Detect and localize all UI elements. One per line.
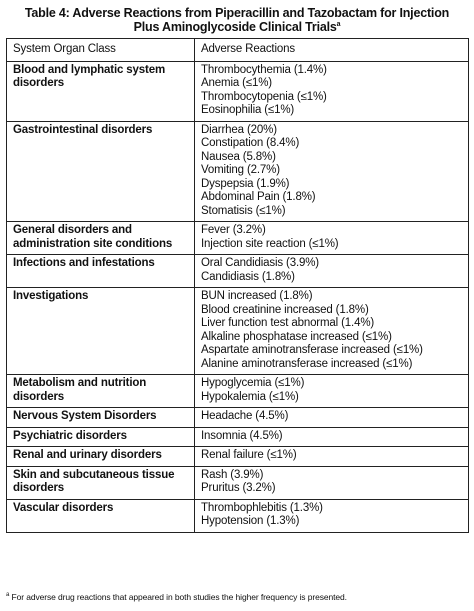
adverse-reaction-item: Liver function test abnormal (1.4%) [201,317,375,329]
system-organ-class-text: General disorders and [13,224,132,236]
table-row [7,466,469,499]
adverse-reactions-table [6,38,469,533]
adverse-reaction-item: Nausea (5.8%) [201,150,276,163]
column-header-adverse-reactions: Adverse Reactions [195,39,469,62]
system-organ-class-text: Investigations [13,290,89,302]
system-organ-class-cell [7,408,195,428]
table-title-line-2-text: Plus Aminoglycoside Clinical Trials [133,20,337,34]
system-organ-class-cell [7,375,195,408]
table-row [7,255,469,288]
table-row [7,121,469,222]
table-title [0,0,474,34]
system-organ-class-text: Renal and urinary disorders [13,449,162,461]
adverse-reaction-item: Injection site reaction (≤1%) [201,237,339,250]
adverse-reaction-item: Renal failure (≤1%) [201,449,297,461]
adverse-reaction-item: Dyspepsia (1.9%) [201,177,290,190]
adverse-reaction-item: BUN increased (1.8%) [201,290,313,302]
adverse-reactions-cell [195,375,469,408]
system-organ-class-text: disorders [13,77,65,89]
adverse-reaction-item: Rash (3.9%) [201,468,264,481]
system-organ-class-cell [7,466,195,499]
adverse-reaction-item: Hypotension (1.3%) [201,515,300,527]
adverse-reactions-cell [195,499,469,532]
adverse-reaction-item: Aspartate aminotransferase increased (≤1%) [201,344,423,356]
system-organ-class-cell [7,61,195,121]
adverse-reaction-item: Pruritus (3.2%) [201,482,276,494]
footnote-text: For adverse drug reactions that appeared in both studies the higher frequency is presented. [9,592,347,602]
system-organ-class-cell [7,121,195,222]
system-organ-class-text: disorders [13,390,65,403]
system-organ-class-cell [7,427,195,447]
adverse-reactions-cell [195,61,469,121]
system-organ-class-text: Blood and lymphatic system [13,63,166,76]
adverse-reactions-cell [195,121,469,222]
adverse-reaction-item: Thrombocythemia (1.4%) [201,63,327,76]
table-row [7,408,469,428]
adverse-reaction-item: Eosinophilia (≤1%) [201,104,295,116]
system-organ-class-text: administration site conditions [13,237,173,250]
adverse-reaction-item: Blood creatinine increased (1.8%) [201,303,369,316]
system-organ-class-text: disorders [13,482,65,494]
adverse-reaction-item: Hypoglycemia (≤1%) [201,377,305,389]
table-title-line-2 [0,20,474,34]
adverse-reaction-item: Insomnia (4.5%) [201,429,283,442]
adverse-reaction-item: Thrombophlebitis (1.3%) [201,501,323,514]
table-row [7,222,469,255]
system-organ-class-text: Infections and infestations [13,257,155,269]
adverse-reactions-cell [195,288,469,375]
adverse-reactions-cell [195,466,469,499]
adverse-reaction-item: Fever (3.2%) [201,224,266,236]
table-row [7,447,469,467]
adverse-reaction-item: Abdominal Pain (1.8%) [201,191,316,203]
adverse-reaction-item: Hypokalemia (≤1%) [201,390,299,403]
adverse-reaction-item: Vomiting (2.7%) [201,164,280,176]
table-row [7,427,469,447]
adverse-reactions-cell [195,222,469,255]
system-organ-class-cell [7,447,195,467]
adverse-reaction-item: Constipation (8.4%) [201,137,300,149]
system-organ-class-cell [7,288,195,375]
system-organ-class-cell [7,499,195,532]
system-organ-class-text: Nervous System Disorders [13,410,157,422]
system-organ-class-text: Vascular disorders [13,501,114,514]
table-row [7,499,469,532]
adverse-reaction-item: Anemia (≤1%) [201,77,272,89]
table-row [7,288,469,375]
adverse-reactions-cell [195,255,469,288]
system-organ-class-cell [7,222,195,255]
system-organ-class-text: Psychiatric disorders [13,429,127,442]
table-footnote [6,592,347,602]
adverse-reactions-cell [195,447,469,467]
adverse-reaction-item: Candidiasis (1.8%) [201,270,295,283]
adverse-reaction-item: Diarrhea (20%) [201,123,277,136]
adverse-reactions-cell [195,427,469,447]
table-title-line-1: Table 4: Adverse Reactions from Piperacillin and Tazobactam for Injection [24,6,450,20]
adverse-reaction-item: Alanine aminotransferase increased (≤1%) [201,357,413,370]
system-organ-class-text: Skin and subcutaneous tissue [13,468,175,481]
column-header-system-organ-class: System Organ Class [7,39,195,62]
table-row [7,61,469,121]
adverse-reaction-item: Thrombocytopenia (≤1%) [201,90,327,103]
system-organ-class-text: Gastrointestinal disorders [13,123,153,136]
table-body [7,61,469,532]
table-row [7,375,469,408]
adverse-reaction-item: Oral Candidiasis (3.9%) [201,257,319,269]
footnote-marker: a [6,592,10,599]
system-organ-class-cell [7,255,195,288]
adverse-reactions-cell [195,408,469,428]
adverse-reaction-item: Stomatisis (≤1%) [201,204,286,217]
table-header-row [7,39,469,62]
adverse-reaction-item: Alkaline phosphatase increased (≤1%) [201,330,392,343]
adverse-reaction-item: Headache (4.5%) [201,410,289,422]
title-footnote-marker: a [336,20,341,28]
system-organ-class-text: Metabolism and nutrition [13,377,147,389]
